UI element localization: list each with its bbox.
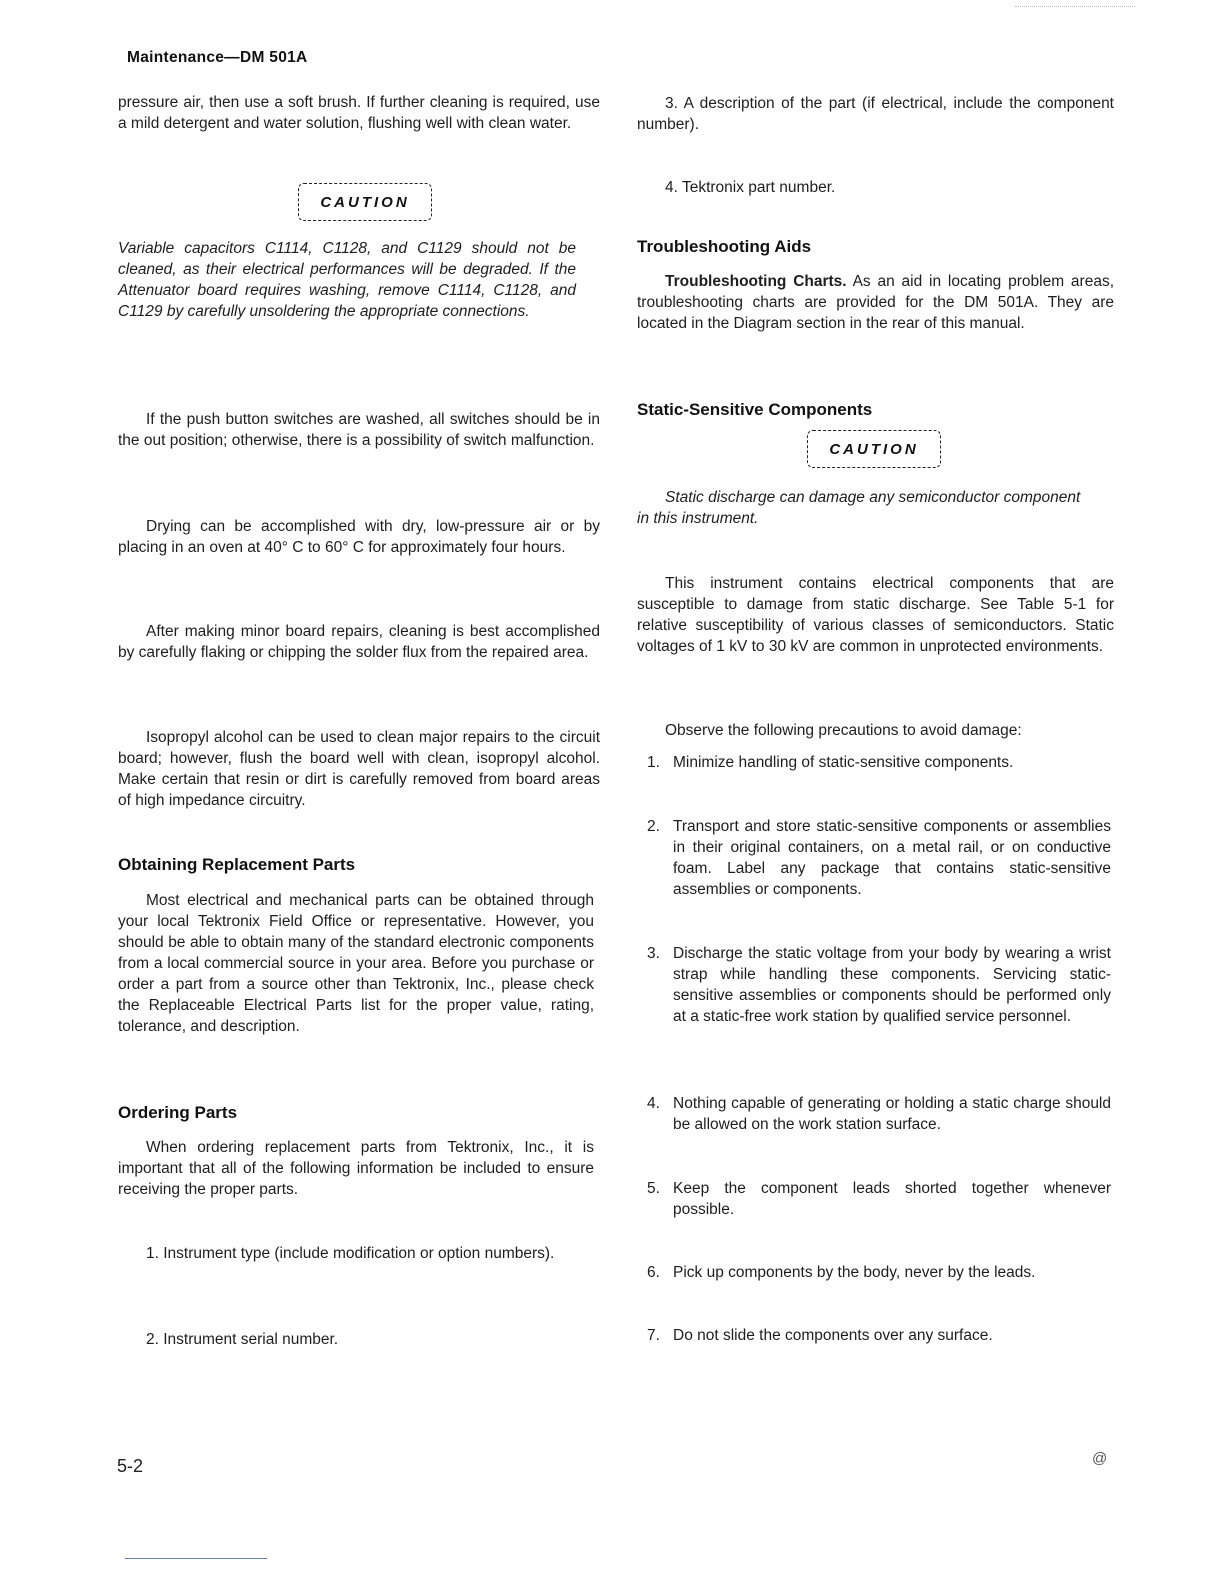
ordering-paragraph: When ordering replacement parts from Tektronix, Inc., it is important that all of the following information be included to ensure receiving the proper parts. bbox=[118, 1139, 594, 1198]
troubleshooting-charts-lead: Troubleshooting Charts. bbox=[665, 273, 847, 290]
cleaning-paragraph: pressure air, then use a soft brush. If further cleaning is required, use a mild detergent and water solution, flushing well with clean water. bbox=[118, 94, 600, 132]
observe-paragraph: Observe the following precautions to avoid damage: bbox=[665, 722, 1022, 739]
precaution-item-2: 2. Transport and store static-sensitive components or assemblies in their original containers, on a metal rail, or on conductive foam. Label any package that contains static-sensitive assemblies or components. bbox=[647, 818, 1111, 898]
ordering-item-1: 1. Instrument type (include modification or option numbers). bbox=[146, 1245, 555, 1262]
drying-paragraph: Drying can be accomplished with dry, low-pressure air or by placing in an oven at 40° C to 60° C for approximately four hours. bbox=[118, 518, 600, 556]
ordering-item-2: 2. Instrument serial number. bbox=[146, 1331, 339, 1348]
caution-box bbox=[298, 183, 432, 221]
page-header: Maintenance—DM 501A bbox=[127, 49, 308, 66]
repairs-paragraph: After making minor board repairs, cleaning is best accomplished by carefully flaking or chipping the solder flux from the repaired area. bbox=[118, 623, 600, 661]
section-heading-troubleshooting: Troubleshooting Aids bbox=[637, 237, 812, 256]
caution-text: Variable capacitors C1114, C1128, and C1129 should not be cleaned, as their electrical performances will be degraded. If the Attenuator board requires washing, remove C1114, C1128, and C1129 by carefully unsoldering the appropriate connections. bbox=[118, 240, 576, 320]
footer-rule bbox=[125, 1558, 267, 1559]
scan-artifact bbox=[1015, 6, 1135, 8]
precaution-item-5: 5. Keep the component leads shorted together whenever possible. bbox=[647, 1180, 1111, 1218]
switches-paragraph: If the push button switches are washed, all switches should be in the out position; otherwise, there is a possibility of switch malfunction. bbox=[118, 411, 600, 449]
static-caution-text: Static discharge can damage any semiconductor component in this instrument. bbox=[637, 489, 1081, 527]
page-number: 5-2 bbox=[117, 1456, 144, 1476]
caution-label-static: CAUTION bbox=[829, 440, 919, 458]
section-heading-static: Static-Sensitive Components bbox=[637, 400, 873, 419]
static-paragraph: This instrument contains electrical components that are susceptible to damage from static discharge. See Table 5-1 for relative susceptibility of various classes of semiconductors. Static voltages of 1 kV to 30 kV are common in unprotected environments. bbox=[637, 575, 1114, 655]
alcohol-paragraph: Isopropyl alcohol can be used to clean major repairs to the circuit board; however, flush the board well with clean, isopropyl alcohol. Make certain that resin or dirt is carefully removed from board areas of high impedance circuitry. bbox=[118, 729, 600, 809]
precaution-item-4: 4. Nothing capable of generating or holding a static charge should be allowed on the work station surface. bbox=[647, 1095, 1111, 1133]
troubleshooting-paragraph bbox=[637, 271, 1114, 334]
precaution-item-7: 7. Do not slide the components over any surface. bbox=[647, 1327, 993, 1344]
copyright-mark: @ bbox=[1092, 1450, 1108, 1467]
caution-box-static bbox=[807, 430, 941, 468]
precaution-item-1: 1. Minimize handling of static-sensitive components. bbox=[647, 754, 1014, 771]
precaution-item-3: 3. Discharge the static voltage from your body by wearing a wrist strap while handling these components. Servicing static-sensitive assemblies or components should be performed only at a static-free work station by qualified service personnel. bbox=[647, 945, 1111, 1025]
ordering-item-4: 4. Tektronix part number. bbox=[665, 179, 836, 196]
caution-label: CAUTION bbox=[320, 193, 410, 211]
troubleshooting-charts-text: As an aid in locating problem areas, troubleshooting charts are provided for the DM 501A. They are located in the Diagram section in the rear of this manual. bbox=[637, 273, 1114, 332]
ordering-item-3: 3. A description of the part (if electrical, include the component number). bbox=[637, 95, 1114, 133]
precaution-item-6: 6. Pick up components by the body, never by the leads. bbox=[647, 1264, 1036, 1281]
obtaining-paragraph: Most electrical and mechanical parts can be obtained through your local Tektronix Field Office or representative. However, you should be able to obtain many of the standard electronic components from a local commercial source in your area. Before you purchase or order a part from a source other than Tektronix, Inc., please check the Replaceable Electrical Parts list for the proper value, rating, tolerance, and description. bbox=[118, 892, 594, 1035]
section-heading-obtaining: Obtaining Replacement Parts bbox=[118, 855, 356, 874]
section-heading-ordering: Ordering Parts bbox=[118, 1103, 238, 1122]
